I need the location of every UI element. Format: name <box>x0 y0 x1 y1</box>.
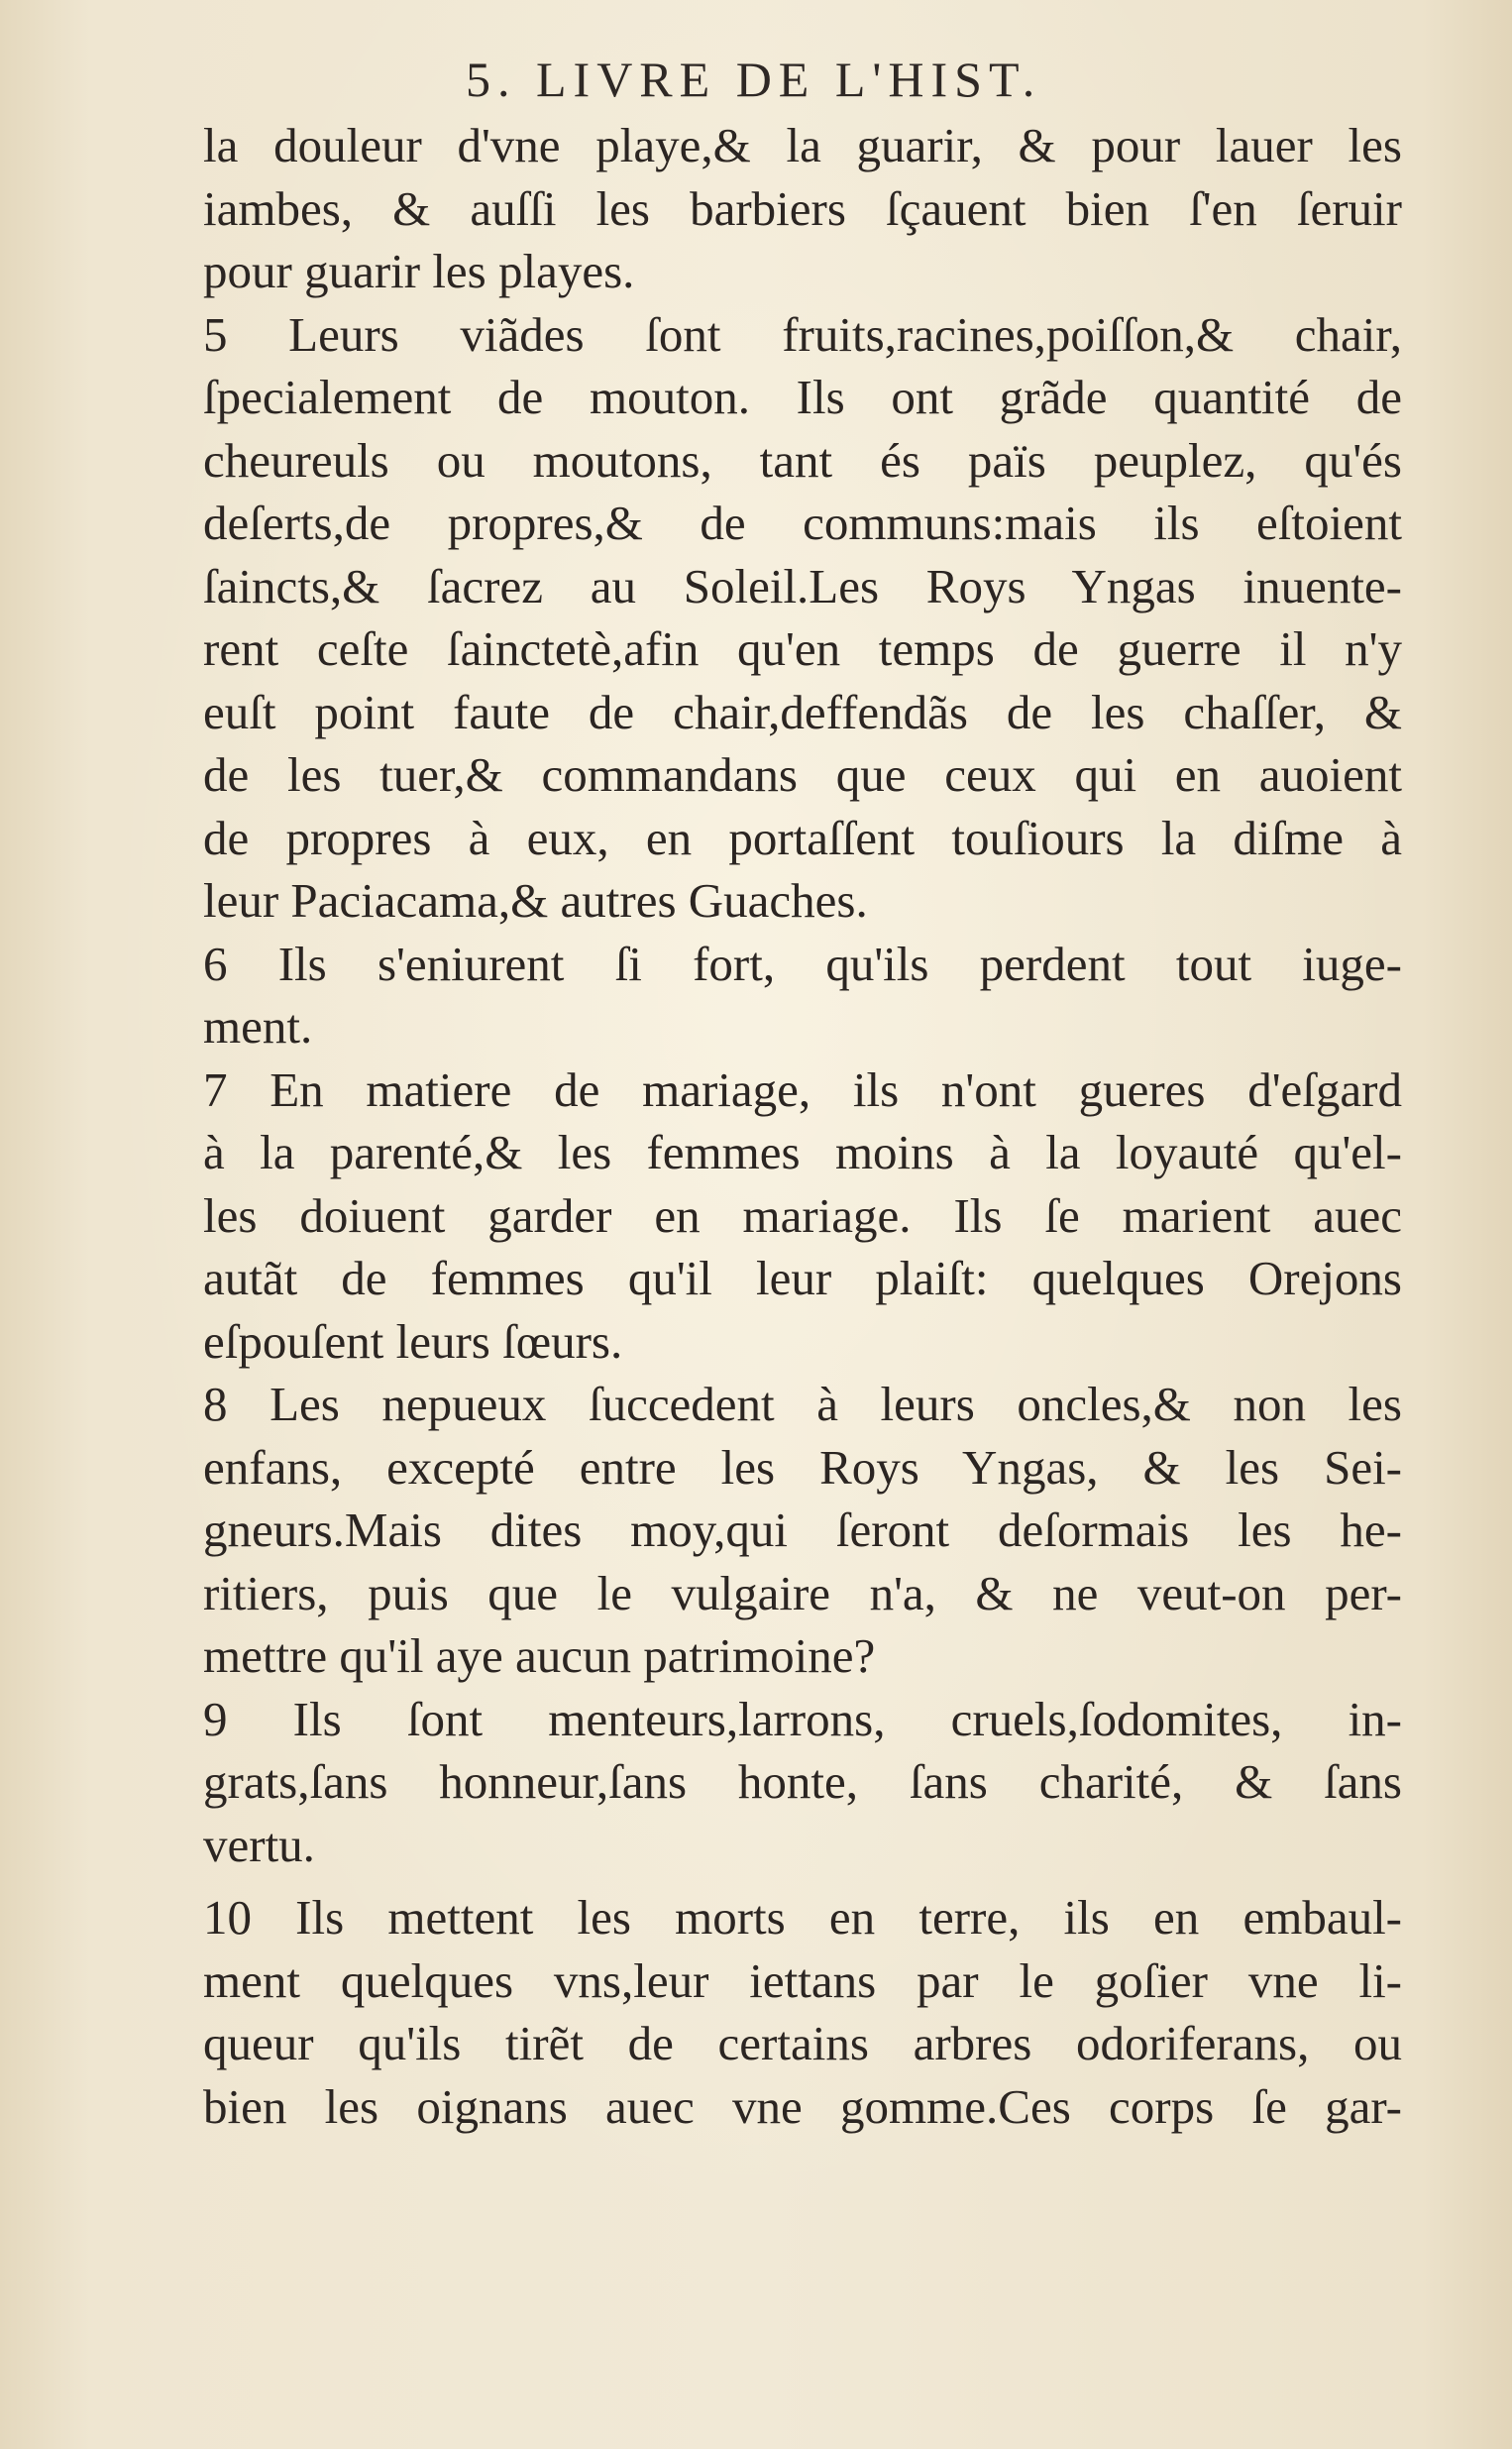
paragraph-gap <box>203 1876 1402 1886</box>
text-line: 8 Les nepueux ſuccedent à leurs oncles,& non les <box>203 1377 1402 1431</box>
text-line: pour guarir les playes. <box>203 244 635 298</box>
text-line: queur qu'ils tirẽt de certains arbres odoriferans, ou <box>203 2016 1402 2070</box>
text-line: les doiuent garder en mariage. Ils ſe marient auec <box>203 1187 1402 1243</box>
text-line: mettre qu'il aye aucun patrimoine? <box>203 1628 876 1683</box>
text-line: 10 Ils mettent les morts en terre, ils en embaul- <box>203 1890 1402 1945</box>
text-line: 5 Leurs viãdes ſont fruits,racines,poiſſon,& chair, <box>203 306 1402 362</box>
text-line: gneurs.Mais dites moy,qui ſeront deſormais les he- <box>203 1503 1402 1557</box>
text-line: cheureuls ou moutons, tant és païs peuplez, qu'és <box>203 432 1402 488</box>
text-line: la douleur d'vne playe,& la guarir, & pour lauer les <box>203 118 1402 172</box>
text-line: de les tuer,& commandans que ceux qui en auoient <box>203 747 1402 802</box>
text-line: 7 En matiere de mariage, ils n'ont gueres d'eſgard <box>203 1061 1402 1117</box>
text-line: enfans, excepté entre les Roys Yngas, & les Sei- <box>203 1439 1402 1495</box>
text-line: bien les oignans auec vne gomme.Ces corps ſe gar- <box>203 2078 1402 2134</box>
text-line: ſaincts,& ſacrez au Soleil.Les Roys Yngas inuente- <box>203 558 1402 613</box>
text-line: de propres à eux, en portaſſent touſiours la diſme à <box>203 810 1402 865</box>
text-line: à la parenté,& les femmes moins à la loyauté qu'el- <box>203 1125 1402 1179</box>
text-line: deſerts,de propres,& de communs:mais ils eſtoient <box>203 496 1402 550</box>
text-line: eſpouſent leurs ſœurs. <box>203 1313 623 1369</box>
text-line: ment. <box>203 999 313 1054</box>
text-line: ritiers, puis que le vulgaire n'a, & ne veut-on per- <box>203 1565 1402 1620</box>
text-line: vertu. <box>203 1817 315 1872</box>
text-line: rent ceſte ſainctetè,afin qu'en temps de guerre il n'y <box>203 621 1402 676</box>
text-line: ſpecialement de mouton. Ils ont grãde quantité de <box>203 370 1402 424</box>
running-head: 5. LIVRE DE L'HIST. <box>466 52 1042 107</box>
text-line: ment quelques vns,leur iettans par le goſier vne li- <box>203 1952 1402 2008</box>
text-line: grats,ſans honneur,ſans honte, ſans charité, & ſans <box>203 1754 1402 1809</box>
text-line: 9 Ils ſont menteurs,larrons, cruels,ſodomites, in- <box>203 1691 1402 1746</box>
text-line: autãt de femmes qu'il leur plaiſt: quelques Orejons <box>203 1251 1402 1305</box>
text-line: euſt point faute de chair,deffendãs de les chaſſer, & <box>203 684 1402 739</box>
body-text <box>203 114 1402 2138</box>
text-line: leur Paciacama,& autres Guaches. <box>203 873 868 928</box>
text-line: iambes, & auſſi les barbiers ſçauent bien ſ'en ſeruir <box>203 180 1402 236</box>
text-line: 6 Ils s'eniurent ſi fort, qu'ils perdent tout iuge- <box>203 936 1402 991</box>
